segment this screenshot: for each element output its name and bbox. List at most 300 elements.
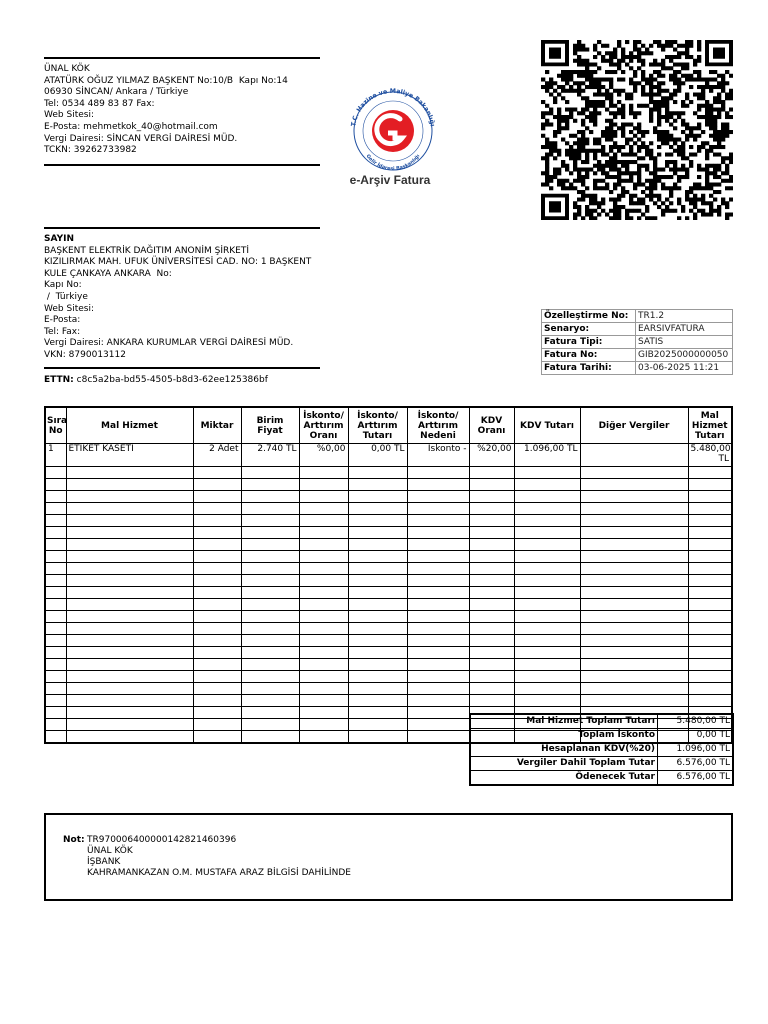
empty-cell — [469, 539, 514, 551]
table-cell: 0,00 TL — [348, 444, 407, 467]
empty-cell — [66, 491, 193, 503]
empty-cell — [688, 647, 732, 659]
empty-cell — [45, 659, 66, 671]
totals-value: 6.576,00 TL — [658, 757, 734, 771]
info-value: 03-06-2025 11:21 — [636, 362, 733, 375]
info-label: Fatura No: — [542, 349, 636, 362]
empty-cell — [688, 635, 732, 647]
empty-cell — [193, 563, 241, 575]
note-line: ÜNAL KÖK — [87, 846, 133, 856]
empty-cell — [66, 587, 193, 599]
empty-row — [45, 503, 732, 515]
empty-cell — [45, 731, 66, 744]
empty-cell — [193, 515, 241, 527]
empty-cell — [580, 503, 688, 515]
empty-cell — [241, 539, 299, 551]
empty-cell — [66, 635, 193, 647]
gib-logo — [345, 86, 441, 172]
empty-cell — [407, 563, 469, 575]
empty-cell — [688, 575, 732, 587]
empty-cell — [580, 479, 688, 491]
buyer-line: Kapı No: — [44, 280, 82, 291]
empty-cell — [193, 551, 241, 563]
info-value: TR1.2 — [636, 310, 733, 323]
empty-cell — [469, 527, 514, 539]
empty-cell — [580, 635, 688, 647]
empty-cell — [299, 647, 348, 659]
table-cell: 2.740 TL — [241, 444, 299, 467]
empty-cell — [514, 587, 580, 599]
empty-cell — [241, 695, 299, 707]
note-line: TR970006400000142821460396 — [87, 835, 237, 845]
buyer-bottom-rule — [44, 367, 320, 369]
empty-cell — [580, 587, 688, 599]
empty-cell — [348, 683, 407, 695]
empty-cell — [469, 587, 514, 599]
table-cell: ETİKET KASETİ — [66, 444, 193, 467]
empty-cell — [193, 659, 241, 671]
totals-value: 0,00 TL — [658, 729, 734, 743]
empty-cell — [514, 647, 580, 659]
buyer-line: / Türkiye — [44, 291, 88, 302]
empty-cell — [45, 707, 66, 719]
buyer-line: Tel: Fax: — [44, 326, 81, 337]
logo-arc-text: T.C. Hazine ve Maliye Bakanlığı — [350, 87, 436, 127]
buyer-line: BAŞKENT ELEKTRİK DAĞITIM ANONİM ŞİRKETİ — [44, 245, 250, 256]
info-value: GIB2025000000050 — [636, 349, 733, 362]
empty-cell — [193, 647, 241, 659]
empty-row — [45, 575, 732, 587]
note-box — [44, 813, 733, 901]
empty-cell — [299, 671, 348, 683]
column-header: Sıra No — [45, 407, 66, 444]
totals-row — [470, 757, 733, 771]
empty-cell — [241, 635, 299, 647]
empty-cell — [45, 575, 66, 587]
empty-cell — [407, 599, 469, 611]
empty-cell — [193, 467, 241, 479]
empty-cell — [407, 479, 469, 491]
empty-cell — [688, 623, 732, 635]
buyer-line: KIZILIRMAK MAH. UFUK ÜNİVERSİTESİ CAD. NO: 1 BAŞKENT — [44, 257, 312, 268]
totals-value: 1.096,00 TL — [658, 743, 734, 757]
seller-block — [44, 64, 320, 157]
info-label: Fatura Tarihi: — [542, 362, 636, 375]
empty-cell — [45, 623, 66, 635]
empty-cell — [407, 611, 469, 623]
empty-cell — [241, 707, 299, 719]
empty-cell — [66, 623, 193, 635]
empty-cell — [514, 659, 580, 671]
column-header: KDV Oranı — [469, 407, 514, 444]
empty-cell — [348, 707, 407, 719]
empty-cell — [407, 515, 469, 527]
empty-cell — [45, 599, 66, 611]
empty-cell — [580, 695, 688, 707]
empty-cell — [407, 623, 469, 635]
empty-cell — [241, 671, 299, 683]
empty-cell — [407, 551, 469, 563]
empty-cell — [241, 587, 299, 599]
empty-cell — [407, 635, 469, 647]
empty-cell — [514, 527, 580, 539]
note-line: İŞBANK — [87, 857, 121, 867]
empty-cell — [45, 671, 66, 683]
empty-cell — [193, 479, 241, 491]
totals-label: Toplam İskonto — [470, 729, 658, 743]
empty-cell — [241, 611, 299, 623]
empty-cell — [241, 515, 299, 527]
empty-cell — [66, 731, 193, 744]
empty-cell — [514, 695, 580, 707]
empty-cell — [241, 479, 299, 491]
buyer-heading: SAYIN — [44, 234, 74, 244]
ettn-label: ETTN: — [44, 375, 74, 385]
empty-cell — [45, 515, 66, 527]
empty-cell — [514, 479, 580, 491]
seller-line: Tel: 0534 489 83 87 Fax: — [44, 98, 155, 109]
empty-cell — [45, 635, 66, 647]
empty-cell — [469, 575, 514, 587]
column-header: Miktar — [193, 407, 241, 444]
empty-row — [45, 635, 732, 647]
empty-cell — [66, 467, 193, 479]
empty-cell — [299, 611, 348, 623]
empty-cell — [407, 659, 469, 671]
empty-cell — [688, 563, 732, 575]
empty-cell — [299, 467, 348, 479]
empty-cell — [45, 479, 66, 491]
empty-cell — [407, 707, 469, 719]
seller-line: E-Posta: mehmetkok_40@hotmail.com — [44, 121, 218, 132]
empty-cell — [688, 467, 732, 479]
empty-cell — [348, 467, 407, 479]
empty-cell — [241, 683, 299, 695]
empty-cell — [193, 575, 241, 587]
totals-row — [470, 743, 733, 757]
info-row — [542, 362, 733, 375]
table-row — [45, 444, 732, 467]
empty-cell — [299, 623, 348, 635]
empty-cell — [514, 611, 580, 623]
empty-cell — [580, 551, 688, 563]
empty-cell — [407, 695, 469, 707]
empty-cell — [580, 575, 688, 587]
empty-cell — [299, 515, 348, 527]
table-cell: İskonto - — [407, 444, 469, 467]
empty-cell — [193, 491, 241, 503]
empty-cell — [66, 611, 193, 623]
buyer-top-rule — [44, 227, 320, 229]
empty-cell — [688, 539, 732, 551]
info-label: Senaryo: — [542, 323, 636, 336]
empty-cell — [469, 491, 514, 503]
empty-cell — [514, 599, 580, 611]
empty-cell — [514, 671, 580, 683]
table-cell — [580, 444, 688, 467]
empty-cell — [193, 695, 241, 707]
empty-cell — [348, 599, 407, 611]
empty-cell — [299, 563, 348, 575]
note-line: KAHRAMANKAZAN O.M. MUSTAFA ARAZ BİLGİSİ DAHİLİNDE — [87, 868, 351, 878]
empty-cell — [45, 611, 66, 623]
empty-cell — [469, 683, 514, 695]
info-value: EARSIVFATURA — [636, 323, 733, 336]
empty-cell — [66, 515, 193, 527]
empty-cell — [407, 719, 469, 731]
empty-row — [45, 467, 732, 479]
empty-cell — [241, 527, 299, 539]
empty-cell — [299, 683, 348, 695]
empty-cell — [514, 623, 580, 635]
column-header: Diğer Vergiler — [580, 407, 688, 444]
empty-cell — [193, 683, 241, 695]
empty-cell — [688, 503, 732, 515]
empty-row — [45, 563, 732, 575]
empty-cell — [348, 623, 407, 635]
empty-cell — [66, 575, 193, 587]
column-header: İskonto/ Arttırım Nedeni — [407, 407, 469, 444]
empty-cell — [580, 515, 688, 527]
empty-cell — [469, 659, 514, 671]
empty-cell — [580, 563, 688, 575]
ettn-value: c8c5a2ba-bd55-4505-b8d3-62ee125386bf — [76, 375, 268, 385]
empty-cell — [469, 479, 514, 491]
empty-cell — [688, 599, 732, 611]
empty-cell — [241, 575, 299, 587]
info-label: Fatura Tipi: — [542, 336, 636, 349]
table-cell: 5.480,00 TL — [688, 444, 732, 467]
empty-cell — [514, 563, 580, 575]
empty-cell — [241, 503, 299, 515]
empty-cell — [241, 599, 299, 611]
seller-line: Vergi Dairesi: SİNCAN VERGİ DAİRESİ MÜD. — [44, 133, 238, 144]
info-value: SATIS — [636, 336, 733, 349]
empty-cell — [193, 611, 241, 623]
totals-value: 5.480,00 TL — [658, 714, 734, 729]
totals-row — [470, 771, 733, 786]
empty-cell — [348, 611, 407, 623]
column-header: Birim Fiyat — [241, 407, 299, 444]
empty-row — [45, 647, 732, 659]
empty-cell — [580, 527, 688, 539]
empty-cell — [348, 491, 407, 503]
totals-row — [470, 729, 733, 743]
seller-line: ATATÜRK OĞUZ YILMAZ BAŞKENT No:10/B Kapı No:14 — [44, 75, 288, 86]
totals-value: 6.576,00 TL — [658, 771, 734, 786]
empty-cell — [193, 623, 241, 635]
empty-cell — [299, 587, 348, 599]
empty-cell — [514, 551, 580, 563]
empty-cell — [193, 503, 241, 515]
empty-cell — [469, 515, 514, 527]
empty-cell — [299, 575, 348, 587]
column-header: İskonto/ Arttırım Oranı — [299, 407, 348, 444]
totals-label: Hesaplanan KDV(%20) — [470, 743, 658, 757]
empty-row — [45, 491, 732, 503]
empty-cell — [348, 695, 407, 707]
items-header-row — [45, 407, 732, 444]
empty-cell — [193, 707, 241, 719]
empty-cell — [241, 719, 299, 731]
empty-cell — [580, 491, 688, 503]
svg-text:Gelir İdaresi Başkanlığı — [365, 153, 422, 172]
empty-cell — [45, 503, 66, 515]
empty-row — [45, 623, 732, 635]
info-label: Özelleştirme No: — [542, 310, 636, 323]
empty-cell — [241, 563, 299, 575]
empty-cell — [299, 635, 348, 647]
empty-cell — [514, 491, 580, 503]
empty-cell — [688, 527, 732, 539]
empty-cell — [45, 467, 66, 479]
empty-cell — [469, 467, 514, 479]
totals-label: Mal Hizmet Toplam Tutarı — [470, 714, 658, 729]
empty-cell — [45, 695, 66, 707]
seller-top-rule — [44, 57, 320, 59]
seller-line: 06930 SİNCAN/ Ankara / Türkiye — [44, 87, 189, 98]
empty-row — [45, 515, 732, 527]
qr-code — [541, 40, 733, 220]
buyer-block — [44, 234, 320, 362]
empty-row — [45, 659, 732, 671]
buyer-line: VKN: 8790013112 — [44, 349, 126, 360]
empty-cell — [299, 695, 348, 707]
info-row — [542, 323, 733, 336]
empty-cell — [299, 719, 348, 731]
empty-cell — [580, 599, 688, 611]
empty-row — [45, 683, 732, 695]
empty-cell — [241, 551, 299, 563]
invoice-info-table — [541, 309, 733, 375]
empty-cell — [241, 491, 299, 503]
empty-cell — [688, 491, 732, 503]
document-title: e-Arşiv Fatura — [349, 173, 431, 187]
empty-cell — [45, 647, 66, 659]
empty-cell — [514, 635, 580, 647]
empty-row — [45, 551, 732, 563]
seller-bottom-rule — [44, 164, 320, 166]
empty-cell — [514, 467, 580, 479]
empty-cell — [66, 551, 193, 563]
buyer-line: E-Posta: — [44, 315, 81, 326]
empty-cell — [514, 503, 580, 515]
empty-cell — [348, 671, 407, 683]
empty-cell — [193, 587, 241, 599]
empty-cell — [348, 551, 407, 563]
empty-cell — [580, 623, 688, 635]
empty-cell — [407, 647, 469, 659]
empty-cell — [469, 647, 514, 659]
empty-row — [45, 599, 732, 611]
empty-cell — [348, 647, 407, 659]
empty-cell — [469, 599, 514, 611]
empty-row — [45, 539, 732, 551]
buyer-line: KULE ÇANKAYA ANKARA No: — [44, 268, 172, 279]
info-row — [542, 336, 733, 349]
table-cell: %0,00 — [299, 444, 348, 467]
empty-cell — [407, 575, 469, 587]
empty-cell — [348, 515, 407, 527]
empty-cell — [580, 647, 688, 659]
note-text — [87, 835, 687, 879]
empty-cell — [241, 623, 299, 635]
empty-cell — [580, 467, 688, 479]
empty-cell — [66, 563, 193, 575]
empty-cell — [514, 515, 580, 527]
note-label: Not: — [63, 835, 85, 845]
empty-cell — [348, 731, 407, 744]
empty-cell — [688, 671, 732, 683]
empty-cell — [299, 707, 348, 719]
empty-cell — [299, 491, 348, 503]
empty-cell — [45, 491, 66, 503]
totals-row — [470, 714, 733, 729]
totals-label: Ödenecek Tutar — [470, 771, 658, 786]
empty-cell — [348, 719, 407, 731]
empty-cell — [407, 683, 469, 695]
empty-cell — [193, 671, 241, 683]
empty-cell — [348, 503, 407, 515]
empty-cell — [688, 515, 732, 527]
empty-cell — [241, 659, 299, 671]
buyer-line: Vergi Dairesi: ANKARA KURUMLAR VERGİ DAİRESİ MÜD. — [44, 338, 294, 349]
empty-cell — [299, 731, 348, 744]
column-header: Mal Hizmet Tutarı — [688, 407, 732, 444]
empty-cell — [407, 467, 469, 479]
empty-cell — [299, 551, 348, 563]
empty-cell — [580, 539, 688, 551]
seller-line: ÜNAL KÖK — [44, 64, 90, 74]
table-cell: 1 — [45, 444, 66, 467]
empty-cell — [580, 683, 688, 695]
items-table — [44, 406, 733, 744]
empty-cell — [688, 479, 732, 491]
empty-cell — [514, 539, 580, 551]
seller-line: TCKN: 39262733982 — [44, 145, 137, 156]
empty-cell — [45, 527, 66, 539]
empty-cell — [45, 719, 66, 731]
empty-cell — [407, 539, 469, 551]
empty-cell — [299, 539, 348, 551]
empty-cell — [688, 587, 732, 599]
empty-cell — [299, 503, 348, 515]
empty-row — [45, 587, 732, 599]
column-header: Mal Hizmet — [66, 407, 193, 444]
table-cell: 1.096,00 TL — [514, 444, 580, 467]
empty-cell — [580, 611, 688, 623]
empty-cell — [407, 503, 469, 515]
empty-cell — [193, 599, 241, 611]
empty-cell — [66, 599, 193, 611]
ettn — [44, 375, 268, 385]
table-cell: %20,00 — [469, 444, 514, 467]
empty-cell — [348, 659, 407, 671]
empty-cell — [66, 659, 193, 671]
empty-row — [45, 671, 732, 683]
empty-cell — [407, 671, 469, 683]
empty-row — [45, 611, 732, 623]
buyer-line: Web Sitesi: — [44, 303, 94, 314]
empty-row — [45, 479, 732, 491]
empty-cell — [241, 467, 299, 479]
empty-cell — [193, 635, 241, 647]
empty-cell — [580, 659, 688, 671]
seller-line: Web Sitesi: — [44, 110, 94, 121]
empty-cell — [348, 563, 407, 575]
totals-label: Vergiler Dahil Toplam Tutar — [470, 757, 658, 771]
empty-cell — [469, 671, 514, 683]
